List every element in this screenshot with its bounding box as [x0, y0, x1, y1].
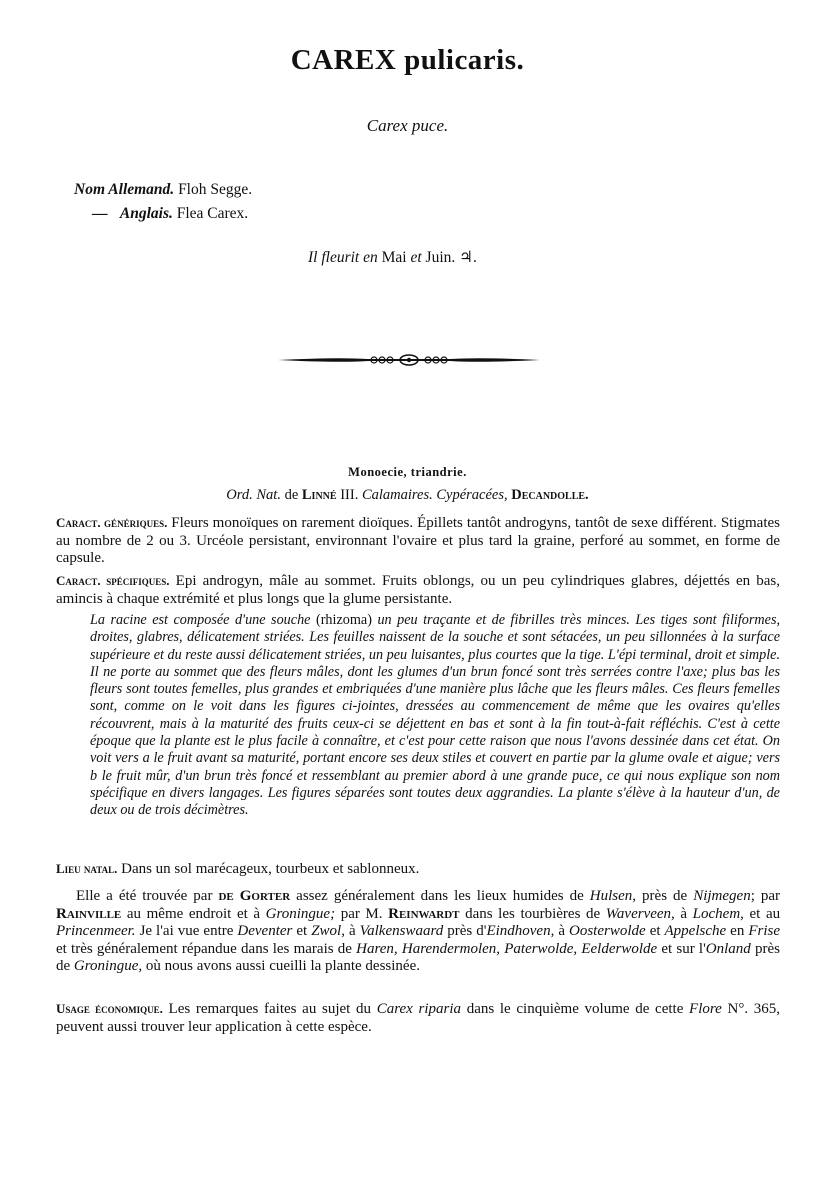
habitat-text: Dans un sol marécageux, tourbeux et sablonneux. [121, 861, 420, 877]
ord-f: Cypéracées [436, 487, 504, 503]
subtitle: Carex puce. [366, 116, 449, 135]
loc-s27: , à [550, 923, 566, 939]
desc-t1: La racine est composée d'une souche [90, 612, 311, 628]
name-english [74, 202, 252, 226]
loc-s8: Rainville [56, 905, 122, 922]
loc-s9: au même endroit et à [126, 905, 261, 922]
usage-t3: dans le cinquième volume de cette [466, 1001, 684, 1017]
vernacular-names [74, 178, 252, 226]
generic-lead: Caract. génériques. [56, 515, 168, 530]
loc-s37: près de [56, 940, 780, 974]
loc-s5: , près de [632, 888, 688, 904]
loc-s17: , et au [740, 905, 781, 922]
economic-use [56, 1000, 780, 1036]
loc-s35: et sur l' [661, 940, 706, 957]
loc-s29: et [649, 923, 661, 939]
generic-text: Fleurs monoïques on rarement dioïques. Épillets tantôt androgyns, tantôt de sexe différent. Stigmates au nombre de 2 ou 3. Urcéole persistant, environnant l'ovaire et plus tard la graine, perforé au sommet, en forme de capsule. [56, 515, 780, 566]
loc-s4: Hulsen [589, 888, 633, 904]
name-german [74, 178, 252, 202]
usage-t5: N°. 365, peuvent aussi trouver leur application à cette espèce. [56, 1001, 781, 1035]
loc-s32: Frise [748, 923, 780, 939]
loc-s21: et [296, 923, 308, 939]
desc-t2: (rhizoma) [315, 612, 372, 628]
description-paragraph [90, 612, 780, 820]
loc-s10: Groningue; [265, 905, 336, 922]
loc-s18: Princenmeer. [56, 923, 136, 939]
perennial-symbol: ♃. [459, 249, 477, 266]
loc-s23: , à [341, 923, 356, 939]
localities-paragraph [56, 888, 780, 976]
linnean-class: Monoecie, triandrie. [348, 465, 467, 479]
loc-s25: près d' [447, 923, 487, 939]
generic-characters [56, 514, 780, 568]
loc-s33: et très généralement répandue dans les marais de [56, 940, 352, 957]
flowering-period [308, 248, 477, 267]
loc-s11: par M. [340, 905, 383, 922]
loc-s3: assez généralement dans les lieux humides de [296, 888, 584, 904]
loc-s15: , à [671, 905, 688, 922]
ord-a: Ord. Nat. [226, 487, 281, 503]
english-label: Anglais. [119, 205, 173, 222]
ornament-divider [278, 352, 540, 368]
ord-d: III. [340, 487, 359, 503]
page-title: CAREX pulicaris. [290, 44, 525, 76]
habitat-lead: Lieu natal. [56, 861, 118, 876]
loc-s36: Onland [705, 940, 751, 957]
loc-s22: Zwol [311, 923, 342, 939]
loc-s24: Valkenswaard [359, 923, 444, 939]
ord-g: , [503, 487, 508, 503]
usage-t2: Carex riparia [376, 1001, 462, 1017]
loc-s39: où nous avons aussi cueilli la plante dessinée. [145, 958, 420, 974]
loc-s12: Reinwardt [388, 905, 460, 922]
loc-s6: Nijmegen [693, 888, 751, 904]
specific-text: Epi androgyn, mâle au sommet. Fruits oblongs, ou un peu cylindriques glabres, déjettés en bas, amincis à chaque extrémité et plus longs que la glume persistante. [56, 573, 780, 607]
flowering-part2: Mai [381, 249, 407, 266]
specific-lead: Caract. spécifiques. [56, 573, 170, 588]
loc-s16: Lochem [692, 905, 741, 922]
german-value: Floh Segge. [178, 181, 253, 198]
german-label: Nom Allemand. [74, 181, 175, 198]
loc-s2: de Gorter [218, 888, 291, 904]
loc-s20: Deventer [237, 923, 293, 939]
usage-t1: Les remarques faites au sujet du [168, 1001, 372, 1017]
ord-c: Linné [301, 487, 337, 503]
loc-s26: Eindhoven [486, 923, 551, 939]
desc-t3: un peu traçante et de fibrilles très minces. Les tiges sont filiformes, droites, glabres, délicatement striées. Les feuilles naissent de la souche et sont sétacées, un peu sillonnées à la surface supérieure et du reste aussi délicatement striées, un peu luisantes, plus courtes que la tige. L'épi terminal, droit et simple. Il ne porte au sommet que des fleurs mâles, dont les glumes d'un brun foncé sont très serrées contre l'axe; plus bas les fleurs sont toutes femelles, plus grandes et embriquées d'une manière plus lâche que les fleurs mâles. Ces fleurs femelles sont, comme on le voit dans les figures ci-jointes, dressées au commencement de même que les ovaires qu'elles récouvrent, mais à la maturité des fruits ceux-ci se déjettent en bas et sont à la fin tout-à-fait réfléchis. C'est à cette époque que la plante est le plus facile à connaître, et c'est pour cette raison que nous l'avons dessinée dans cet état. On voit vers a le fruit avant sa maturité, portant encore ses deux stiles et couvert en partie par la glume ovale et aigue; vers b le fruit mûr, d'un brun très foncé et ressemblant au premier abord à une grande puce, ce qui nous explique son nom spécifique en divers langages. Les figures séparées sont toutes deux aggrandies. La plante s'élève à la hauteur d'un, de deux ou de trois décimètres. [90, 612, 781, 819]
english-value: Flea Carex. [176, 205, 249, 222]
flowering-part3: et [410, 249, 422, 266]
usage-t4: Flore [689, 1001, 722, 1017]
loc-s38: Groningue, [73, 958, 143, 974]
ord-h: Decandolle. [511, 487, 589, 503]
native-habitat [56, 860, 780, 879]
flowering-part4: Juin. [425, 249, 456, 266]
loc-s19: Je l'ai vue entre [139, 923, 234, 939]
usage-lead: Usage économique. [56, 1001, 163, 1016]
ditto-dash: — [92, 205, 108, 222]
flowering-part1: Il fleurit en [308, 249, 378, 266]
loc-s28: Oosterwolde [569, 923, 646, 939]
natural-order [0, 487, 815, 504]
loc-s31: en [730, 923, 745, 939]
loc-s14: Waverveen [605, 905, 672, 922]
loc-s34: Haren, Harendermolen, Paterwolde, Eelderwolde [356, 940, 658, 957]
loc-s7: ; par [750, 888, 781, 904]
specific-characters [56, 572, 780, 608]
loc-s1: Elle a été trouvée par [76, 888, 213, 904]
loc-s13: dans les tourbières de [465, 905, 601, 922]
ord-b: de [284, 487, 299, 503]
loc-s30: Appelsche [664, 923, 727, 939]
ord-e: Calamaires. [361, 487, 433, 503]
